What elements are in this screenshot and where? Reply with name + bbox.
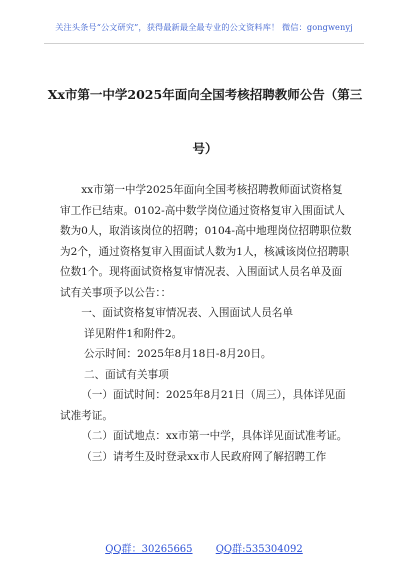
paragraph-publicity-time: 公示时间：2025年8月18日-8月20日。 xyxy=(84,348,272,360)
paragraph-attachments: 详见附件1和附件2。 xyxy=(84,327,183,340)
paragraph-interview-location: （二）面试地点：xx市第一中学，具体详见面试准考证。 xyxy=(81,430,348,442)
title-line-2: 号） xyxy=(192,141,218,156)
footer-qq-group-1[interactable]: QQ群：30265665 xyxy=(105,544,193,555)
header-note: 关注头条号“公文研究”，获得最新最全最专业的公文资料库！ 微信：gongwenyj xyxy=(55,22,353,32)
paragraph-intro: xx市第一中学2025年面向全国考核招聘教师面试资格复审工作已结束。0102-高中数学岗位通过资格复审入围面试人数为0人，取消该岗位的招聘；0104-高中地理岗位招聘职位数为2个，通过资格复审入围面试人数为1人，核减该岗位招聘职位数1个。现将面试资格复审情况表、入围面试人员名单及面试有关事项予以公告：： xyxy=(60,184,352,299)
title-line-1: Xx市第一中学2025年面向全国考核招聘教师公告（第三 xyxy=(47,87,363,102)
document-title xyxy=(40,68,370,176)
document-body xyxy=(60,180,352,467)
header-divider xyxy=(44,43,364,44)
paragraph-interview-time: （一）面试时间：2025年8月21日（周三），具体详见面试准考证。 xyxy=(60,389,346,422)
section-heading-2: 二、面试有关事项 xyxy=(84,368,169,381)
section-heading-1: 一、面试资格复审情况表、入围面试人员名单 xyxy=(81,307,294,319)
footer-qq-group-2[interactable]: QQ群:535304092 xyxy=(215,544,303,555)
footer-contact xyxy=(0,540,408,555)
paragraph-notice-website: （三）请考生及时登录xx市人民政府网了解招聘工作 xyxy=(81,450,327,463)
